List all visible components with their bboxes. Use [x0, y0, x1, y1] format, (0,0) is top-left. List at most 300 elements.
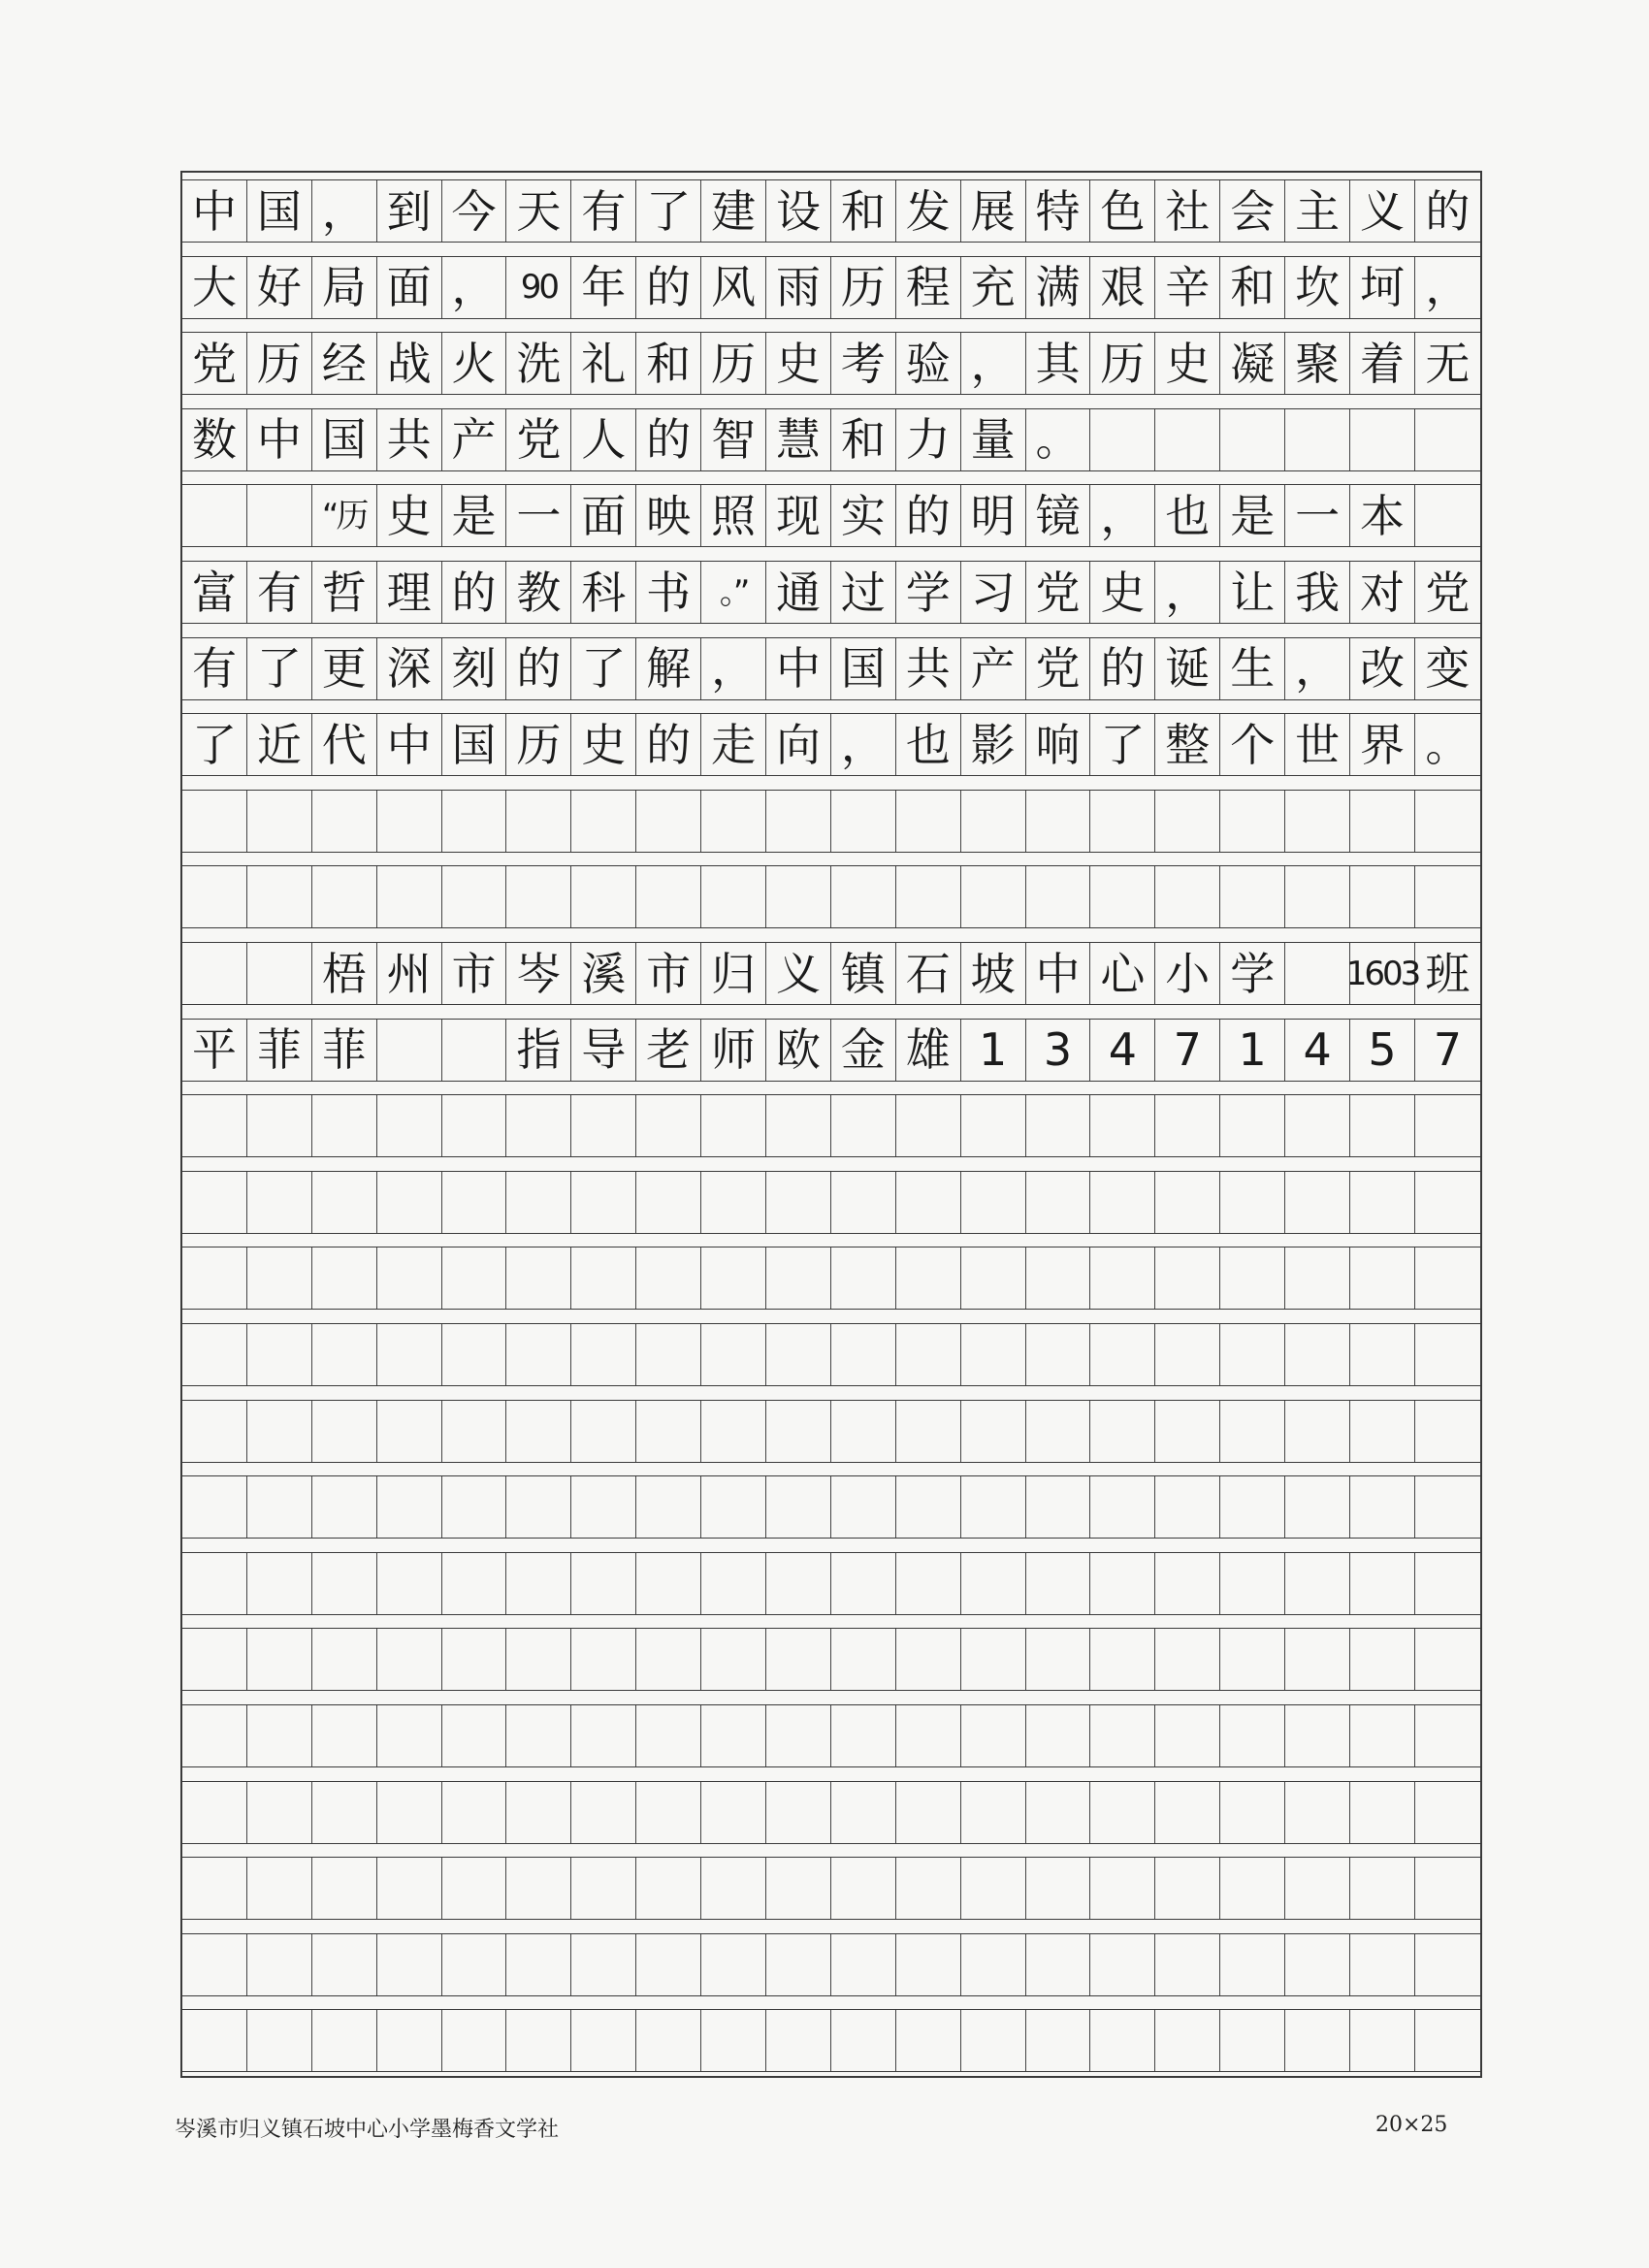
grid-cell: 现: [766, 485, 831, 546]
grid-cell: 对: [1350, 562, 1415, 623]
grid-cell: 设: [766, 180, 831, 242]
grid-cell: 火: [442, 333, 507, 394]
grid-cell: [1350, 1629, 1415, 1690]
grid-cell: 7: [1155, 1020, 1220, 1081]
grid-cell: [1415, 485, 1480, 546]
grid-cell: 和: [1220, 257, 1285, 318]
grid-cell: [377, 1934, 442, 1995]
grid-cell: [636, 1553, 701, 1614]
grid-cell: [1285, 1858, 1350, 1919]
grid-cell: [247, 1553, 312, 1614]
grid-cell: [766, 1324, 831, 1385]
grid-cell: [1090, 1172, 1155, 1233]
grid-cell: 大: [182, 257, 247, 318]
grid-cell: [1026, 1934, 1091, 1995]
grid-cell: [506, 866, 571, 927]
grid-cell: 科: [571, 562, 636, 623]
grid-cell: [312, 866, 377, 927]
grid-cell: [247, 1705, 312, 1766]
grid-cell: 年: [571, 257, 636, 318]
grid-cell: 通: [766, 562, 831, 623]
grid-cell: [1155, 1553, 1220, 1614]
grid-cell: 党: [182, 333, 247, 394]
grid-cell: [1285, 1172, 1350, 1233]
grid-cell: [1026, 1401, 1091, 1462]
grid-cell: [182, 1476, 247, 1538]
grid-cell: 导: [571, 1020, 636, 1081]
grid-cell: 和: [831, 409, 896, 470]
grid-cell: [896, 1247, 961, 1309]
grid-cell: [1220, 1247, 1285, 1309]
footer-publisher: 岑溪市归义镇石坡中心小学墨梅香文学社: [175, 2118, 560, 2142]
grid-cell: [1350, 2010, 1415, 2071]
grid-cell: [571, 866, 636, 927]
grid-cell: [1415, 1858, 1480, 1919]
grid-cell: 更: [312, 638, 377, 699]
grid-cell: [1285, 1934, 1350, 1995]
grid-cell: 理: [377, 562, 442, 623]
grid-cell: [1220, 1401, 1285, 1462]
grid-cell: [1350, 791, 1415, 852]
grid-cell: 历: [831, 257, 896, 318]
grid-cell: [312, 1401, 377, 1462]
grid-cell: [1090, 1095, 1155, 1156]
grid-cell: [571, 1782, 636, 1843]
grid-row: [182, 179, 1480, 243]
grid-cell: 中: [377, 714, 442, 775]
grid-cell: 1: [1220, 1020, 1285, 1081]
grid-cell: [1285, 2010, 1350, 2071]
grid-cell: [1220, 1476, 1285, 1538]
grid-cell: [831, 1553, 896, 1614]
grid-cell: ，: [961, 333, 1026, 394]
grid-cell: [1155, 1934, 1220, 1995]
grid-cell: [896, 1934, 961, 1995]
grid-cell: [506, 1705, 571, 1766]
grid-row: [182, 1400, 1480, 1463]
grid-cell: 慧: [766, 409, 831, 470]
grid-cell: [1285, 1629, 1350, 1690]
grid-cell: 义: [1350, 180, 1415, 242]
grid-cell: [1350, 1858, 1415, 1919]
grid-cell: [312, 1095, 377, 1156]
grid-cell: [766, 1629, 831, 1690]
grid-cell: [312, 1476, 377, 1538]
grid-cell: [247, 1782, 312, 1843]
grid-cell: [1155, 1324, 1220, 1385]
grid-cell: [1026, 1782, 1091, 1843]
grid-cell: [1155, 791, 1220, 852]
grid-cell: [1415, 1629, 1480, 1690]
grid-cell: 满: [1026, 257, 1091, 318]
grid-cell: 雄: [896, 1020, 961, 1081]
grid-cell: [312, 2010, 377, 2071]
grid-cell: 会: [1220, 180, 1285, 242]
grid-cell: [1090, 1476, 1155, 1538]
grid-cell: [896, 2010, 961, 2071]
grid-cell: [1415, 1782, 1480, 1843]
grid-cell: 心: [1090, 943, 1155, 1004]
grid-cell: [766, 866, 831, 927]
grid-cell: [182, 1934, 247, 1995]
grid-cell: [1090, 866, 1155, 927]
grid-cell: 着: [1350, 333, 1415, 394]
grid-cell: [1415, 1401, 1480, 1462]
grid-cell: [1155, 1401, 1220, 1462]
grid-cell: [1090, 1934, 1155, 1995]
grid-row: [182, 942, 1480, 1005]
grid-cell: [442, 1247, 507, 1309]
grid-cell: 面: [377, 257, 442, 318]
grid-cell: [377, 1247, 442, 1309]
grid-cell: 天: [506, 180, 571, 242]
grid-cell: [636, 1782, 701, 1843]
grid-cell: [1415, 1705, 1480, 1766]
grid-cell: 力: [896, 409, 961, 470]
grid-cell: [961, 1324, 1026, 1385]
grid-cell: [182, 2010, 247, 2071]
grid-cell: [961, 1705, 1026, 1766]
grid-cell: 平: [182, 1020, 247, 1081]
grid-cell: 解: [636, 638, 701, 699]
grid-cell: [1026, 1095, 1091, 1156]
grid-cell: [766, 1172, 831, 1233]
grid-cell: [247, 1095, 312, 1156]
grid-row: [182, 1094, 1480, 1157]
grid-cell: 一: [1285, 485, 1350, 546]
grid-row: [182, 256, 1480, 319]
grid-cell: [961, 1247, 1026, 1309]
grid-cell: [247, 1629, 312, 1690]
grid-cell: [182, 1401, 247, 1462]
grid-cell: 映: [636, 485, 701, 546]
grid-cell: 考: [831, 333, 896, 394]
grid-cell: [377, 1401, 442, 1462]
grid-cell: 历: [506, 714, 571, 775]
grid-cell: [1350, 1782, 1415, 1843]
grid-cell: 本: [1350, 485, 1415, 546]
grid-cell: 富: [182, 562, 247, 623]
grid-cell: 坡: [961, 943, 1026, 1004]
grid-cell: 发: [896, 180, 961, 242]
grid-cell: 学: [896, 562, 961, 623]
grid-cell: [442, 1020, 507, 1081]
grid-cell: 1603: [1350, 943, 1415, 1004]
grid-cell: [442, 1324, 507, 1385]
grid-cell: [1026, 1172, 1091, 1233]
grid-cell: 师: [701, 1020, 766, 1081]
grid-cell: 史: [1155, 333, 1220, 394]
grid-cell: [896, 1401, 961, 1462]
grid-cell: [1285, 1401, 1350, 1462]
grid-cell: [377, 791, 442, 852]
grid-cell: ，: [831, 714, 896, 775]
grid-cell: [1026, 1705, 1091, 1766]
grid-cell: [1090, 1782, 1155, 1843]
grid-cell: 90: [506, 257, 571, 318]
grid-cell: [831, 1782, 896, 1843]
grid-cell: [1350, 1247, 1415, 1309]
grid-cell: [701, 1705, 766, 1766]
grid-cell: 历: [247, 333, 312, 394]
grid-cell: 产: [961, 638, 1026, 699]
grid-cell: [312, 1247, 377, 1309]
grid-cell: 4: [1090, 1020, 1155, 1081]
grid-cell: 共: [377, 409, 442, 470]
grid-cell: 有: [182, 638, 247, 699]
grid-cell: 其: [1026, 333, 1091, 394]
grid-cell: [831, 1858, 896, 1919]
grid-row: [182, 1857, 1480, 1920]
grid-cell: [961, 2010, 1026, 2071]
grid-cell: [442, 1095, 507, 1156]
grid-cell: [1155, 1782, 1220, 1843]
grid-cell: [1155, 1705, 1220, 1766]
grid-cell: [182, 791, 247, 852]
grid-cell: [1090, 1401, 1155, 1462]
grid-cell: 中: [1026, 943, 1091, 1004]
grid-cell: [377, 1476, 442, 1538]
grid-cell: [1026, 2010, 1091, 2071]
grid-cell: 了: [1090, 714, 1155, 775]
grid-cell: 是: [442, 485, 507, 546]
grid-cell: [1285, 409, 1350, 470]
grid-cell: ，: [1155, 562, 1220, 623]
grid-cell: 了: [247, 638, 312, 699]
grid-cell: 明: [961, 485, 1026, 546]
grid-cell: 代: [312, 714, 377, 775]
grid-cell: 州: [377, 943, 442, 1004]
grid-cell: [182, 866, 247, 927]
grid-cell: [961, 1629, 1026, 1690]
grid-row: [182, 1247, 1480, 1310]
grid-cell: [1415, 1553, 1480, 1614]
grid-cell: [701, 1629, 766, 1690]
footer-grid-size: 20×25: [1375, 2113, 1448, 2137]
grid-cell: 建: [701, 180, 766, 242]
grid-cell: 也: [1155, 485, 1220, 546]
grid-cell: 班: [1425, 947, 1471, 1000]
grid-cell: 社: [1155, 180, 1220, 242]
grid-row: [182, 790, 1480, 853]
grid-cell: 数: [182, 409, 247, 470]
grid-cell: 的: [636, 257, 701, 318]
grid-row: [182, 1552, 1480, 1615]
grid-cell: 实: [831, 485, 896, 546]
grid-cell: 国: [442, 714, 507, 775]
grid-cell: [636, 1172, 701, 1233]
grid-cell: 的: [896, 485, 961, 546]
grid-cell: [377, 1858, 442, 1919]
grid-cell: [506, 1476, 571, 1538]
grid-cell: 坷: [1350, 257, 1415, 318]
grid-row: [182, 1323, 1480, 1386]
grid-cell: 展: [961, 180, 1026, 242]
grid-cell: [896, 1705, 961, 1766]
grid-cell: [896, 1782, 961, 1843]
grid-cell: [377, 1629, 442, 1690]
grid-cell: [1350, 1476, 1415, 1538]
grid-cell: [1285, 1476, 1350, 1538]
grid-cell: 梧: [312, 943, 377, 1004]
grid-row: [182, 1019, 1480, 1082]
grid-cell: [506, 1247, 571, 1309]
grid-cell: 市: [636, 943, 701, 1004]
grid-cell: 了: [182, 714, 247, 775]
grid-cell: 义: [766, 943, 831, 1004]
grid-row: [182, 332, 1480, 395]
grid-cell: 学: [1220, 943, 1285, 1004]
grid-cell: [961, 1172, 1026, 1233]
grid-cell: [506, 1324, 571, 1385]
grid-cell: [182, 1629, 247, 1690]
grid-row: [182, 1628, 1480, 1691]
grid-cell: [506, 1401, 571, 1462]
grid-cell: [442, 1401, 507, 1462]
grid-cell: [701, 1782, 766, 1843]
grid-cell: [766, 2010, 831, 2071]
grid-cell: [1220, 866, 1285, 927]
grid-row: [182, 637, 1480, 700]
grid-cell: [1155, 409, 1220, 470]
grid-cell: [571, 1858, 636, 1919]
grid-cell: 的: [636, 409, 701, 470]
grid-cell: [182, 1782, 247, 1843]
grid-row: [182, 865, 1480, 928]
grid-cell: [442, 791, 507, 852]
grid-row: [182, 1781, 1480, 1844]
grid-cell: [636, 1705, 701, 1766]
grid-cell: 金: [831, 1020, 896, 1081]
grid-cell: [896, 866, 961, 927]
grid-cell: [701, 1934, 766, 1995]
grid-cell: ，: [701, 638, 766, 699]
grid-row: [182, 2009, 1480, 2072]
grid-cell: 史: [377, 485, 442, 546]
grid-cell: [701, 866, 766, 927]
grid-cell: [766, 791, 831, 852]
grid-cell: [1155, 1172, 1220, 1233]
grid-cell: 的: [636, 714, 701, 775]
grid-cell: 整: [1155, 714, 1220, 775]
grid-cell: 产: [442, 409, 507, 470]
grid-cell: [506, 2010, 571, 2071]
grid-cell: [442, 1172, 507, 1233]
grid-cell: [1415, 1095, 1480, 1156]
grid-cell: 我: [1285, 562, 1350, 623]
grid-cell: [1220, 1553, 1285, 1614]
grid-cell: [766, 1095, 831, 1156]
grid-cell: [377, 1782, 442, 1843]
grid-cell: [312, 1782, 377, 1843]
grid-cell: 是: [1220, 485, 1285, 546]
grid-cell: [961, 1934, 1026, 1995]
grid-cell: [1220, 2010, 1285, 2071]
grid-cell: [1285, 943, 1350, 1004]
grid-cell: [961, 866, 1026, 927]
grid-cell: 史: [571, 714, 636, 775]
grid-cell: [377, 866, 442, 927]
grid-cell: [831, 1629, 896, 1690]
grid-cell: 的: [1090, 638, 1155, 699]
grid-cell: [1155, 866, 1220, 927]
grid-cell: [182, 485, 247, 546]
grid-cell: [831, 1476, 896, 1538]
grid-cell: [442, 2010, 507, 2071]
grid-row: [182, 1475, 1480, 1539]
grid-cell: 镜: [1026, 485, 1091, 546]
grid-cell: [701, 1858, 766, 1919]
grid-cell: [1415, 1324, 1480, 1385]
grid-cell: [312, 791, 377, 852]
grid-cell: [1090, 1247, 1155, 1309]
grid-cell: [1285, 1095, 1350, 1156]
grid-cell: [1026, 1476, 1091, 1538]
grid-cell: [247, 1934, 312, 1995]
grid-cell: [1026, 1247, 1091, 1309]
grid-cell: 诞: [1155, 638, 1220, 699]
grid-cell: 照: [701, 485, 766, 546]
grid-cell: 党: [506, 409, 571, 470]
grid-cell: [182, 1324, 247, 1385]
grid-cell: [247, 791, 312, 852]
grid-cell: 中: [182, 180, 247, 242]
grid-cell: 中: [766, 638, 831, 699]
grid-cell: 主: [1285, 180, 1350, 242]
grid-cell: 好: [247, 257, 312, 318]
grid-cell: [961, 791, 1026, 852]
grid-cell: [1220, 1782, 1285, 1843]
grid-cell: [377, 1705, 442, 1766]
grid-cell: 过: [831, 562, 896, 623]
grid-cell: [1350, 1401, 1415, 1462]
grid-row: [182, 561, 1480, 624]
grid-cell: 验: [896, 333, 961, 394]
grid-cell: [182, 1172, 247, 1233]
grid-cell: [1155, 1095, 1220, 1156]
grid-cell: [766, 1476, 831, 1538]
grid-cell: [766, 1553, 831, 1614]
grid-cell: [1285, 1247, 1350, 1309]
grid-cell: [1285, 1705, 1350, 1766]
grid-cell: [442, 866, 507, 927]
grid-cell: 风: [701, 257, 766, 318]
grid-cell: 改: [1350, 638, 1415, 699]
grid-cell: [312, 1858, 377, 1919]
grid-cell: [701, 2010, 766, 2071]
grid-cell: [247, 1324, 312, 1385]
grid-cell: 特: [1026, 180, 1091, 242]
grid-cell: [961, 1401, 1026, 1462]
grid-cell: 归: [701, 943, 766, 1004]
grid-cell: [1415, 2010, 1480, 2071]
grid-cell: [506, 1934, 571, 1995]
grid-cell: [1155, 2010, 1220, 2071]
grid-cell: 礼: [571, 333, 636, 394]
grid-cell: 到: [377, 180, 442, 242]
grid-cell: 4: [1285, 1020, 1350, 1081]
grid-cell: 历: [1090, 333, 1155, 394]
grid-cell: [377, 1553, 442, 1614]
grid-cell: [312, 1324, 377, 1385]
grid-cell: 中: [247, 409, 312, 470]
grid-cell: [1026, 1629, 1091, 1690]
grid-cell: [1350, 1553, 1415, 1614]
grid-cell: [1090, 1629, 1155, 1690]
grid-cell: 石: [896, 943, 961, 1004]
grid-cell: [961, 1553, 1026, 1614]
grid-cell: “历: [312, 485, 377, 546]
